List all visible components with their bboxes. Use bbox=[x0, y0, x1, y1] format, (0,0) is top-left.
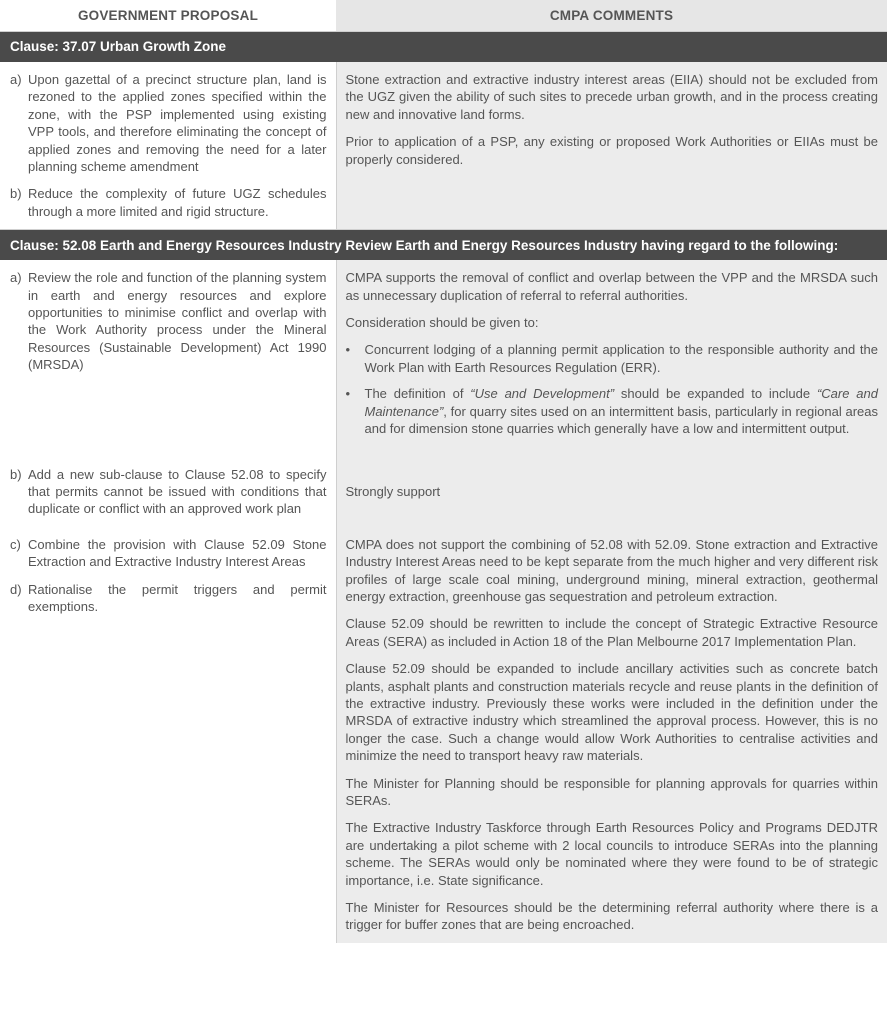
proposal-item bbox=[10, 71, 327, 175]
comment-cell bbox=[336, 457, 887, 527]
table-row bbox=[0, 62, 887, 230]
item-label: d) bbox=[10, 581, 22, 597]
item-label: c) bbox=[10, 536, 21, 552]
proposal-item bbox=[10, 269, 327, 373]
table-row bbox=[0, 260, 887, 456]
list-item bbox=[346, 385, 879, 437]
list-item bbox=[346, 341, 879, 376]
bullet-icon: • bbox=[345, 386, 351, 402]
comment-paragraph: Stone extraction and extractive industry interest areas (EIIA) should not be excluded from the UGZ given the ability of such sites to precede urban growth, and in the process creating new and innovative land forms. bbox=[345, 72, 878, 122]
item-text: Combine the provision with Clause 52.09 Stone Extraction and Extractive Industry Interest Areas bbox=[28, 536, 327, 570]
section-header-row bbox=[0, 230, 887, 261]
section-header-row bbox=[0, 32, 887, 63]
item-text: Reduce the complexity of future UGZ schedules through a more limited and rigid structure. bbox=[28, 186, 327, 219]
item-label: b) bbox=[10, 186, 22, 202]
comment-cell bbox=[336, 527, 887, 943]
item-text: Rationalise the permit triggers and permit exemptions. bbox=[28, 581, 327, 614]
comment-paragraph: The Minister for Planning should be responsible for planning approvals for quarries within SERAs. bbox=[345, 775, 878, 808]
comment-paragraph: The Minister for Resources should be the determining referral authority where there is a trigger for buffer zones that are being encroached. bbox=[345, 900, 878, 933]
item-label: b) bbox=[10, 466, 22, 482]
table-row bbox=[0, 527, 887, 943]
bullet-text-emphasis: “Care and Maintenance” bbox=[364, 386, 878, 419]
comment-paragraph: CMPA supports the removal of conflict and overlap between the VPP and the MRSDA such as unnecessary duplication of referral to referral authorities. bbox=[345, 270, 878, 303]
header-government-proposal: GOVERNMENT PROPOSAL bbox=[0, 0, 336, 32]
table-header-row bbox=[0, 0, 887, 32]
bullet-icon: • bbox=[345, 342, 351, 358]
proposal-item bbox=[10, 466, 327, 518]
proposal-item bbox=[10, 536, 327, 571]
bullet-text: Concurrent lodging of a planning permit application to the responsible authority and the Work Plan with Earth Resources Regulation (ERR). bbox=[364, 342, 878, 375]
section-title-earth-energy-resources: Clause: 52.08 Earth and Energy Resources Industry Review Earth and Energy Resources Industry having regard to the following: bbox=[0, 230, 887, 261]
consideration-intro: Consideration should be given to: bbox=[345, 315, 539, 331]
section-title-urban-growth-zone: Clause: 37.07 Urban Growth Zone bbox=[0, 32, 887, 63]
proposal-cell bbox=[0, 260, 336, 456]
comment-paragraph: Clause 52.09 should be rewritten to include the concept of Strategic Extractive Resource Areas (SERA) as included in Action 18 of the Plan Melbourne 2017 Implementation Plan. bbox=[345, 616, 878, 649]
comment-paragraph: CMPA does not support the combining of 52.08 with 52.09. Stone extraction and Extractive Industry Interest Areas need to be kept separate from the much higher and very different risk profiles of large scale coal mining, underground mining, mineral extraction, geothermal energy extraction, greenhouse gas sequestration and petroleum extraction. bbox=[345, 536, 878, 604]
bullet-text-part: , for quarry sites used on an intermittent basis, particularly in regional areas and for dimension stone quarries which generally have a low and intermittent output. bbox=[364, 403, 878, 437]
comment-paragraph: Clause 52.09 should be expanded to include ancillary activities such as concrete batch plants, asphalt plants and construction materials recycle and reuse plants in the definition of the extractive industry. Previously these works were included in the definition under the MRSDA of extractive industry which streamlined the approval process. However, this is no longer the case. Such a change would allow Work Authorities to centralise activities and minimize the need to transport heavy raw materials. bbox=[345, 661, 878, 764]
bullet-text-emphasis: “Use and Development” bbox=[470, 386, 615, 402]
proposal-cell bbox=[0, 62, 336, 230]
consideration-list bbox=[346, 341, 879, 437]
item-label: a) bbox=[10, 72, 22, 87]
proposal-cell bbox=[0, 527, 336, 943]
table-row bbox=[0, 457, 887, 527]
comment-paragraph: Strongly support bbox=[345, 483, 441, 499]
item-text: Add a new sub-clause to Clause 52.08 to specify that permits cannot be issued with conditions that duplicate or conflict with an approved work plan bbox=[28, 466, 327, 517]
bullet-text-part: should be expanded to include bbox=[614, 386, 817, 402]
proposal-cell bbox=[0, 457, 336, 527]
item-text: Review the role and function of the planning system in earth and energy resources and explore opportunities to minimise conflict and overlap with the Work Authority process under the Mineral Resources (Sustainable Development) Act 1990 (MRSDA) bbox=[28, 270, 327, 373]
comment-paragraph: Prior to application of a PSP, any existing or proposed Work Authorities or EIIAs must be properly considered. bbox=[345, 134, 878, 167]
header-cmpa-comments: CMPA COMMENTS bbox=[336, 0, 887, 32]
comment-paragraph: The Extractive Industry Taskforce through Earth Resources Policy and Programs DEDJTR are undertaking a pilot scheme with 2 local councils to introduce SERAs into the planning scheme. The SERAs would only be nominated where they were found to be of strategic importance, i.e. State significance. bbox=[345, 820, 878, 888]
bullet-text bbox=[365, 385, 879, 437]
comment-cell bbox=[336, 62, 887, 230]
item-label: a) bbox=[10, 270, 22, 286]
proposal-item bbox=[10, 185, 327, 220]
bullet-text-part: The definition of bbox=[364, 386, 471, 402]
comment-cell bbox=[336, 260, 887, 456]
item-text: Upon gazettal of a precinct structure plan, land is rezoned to the applied zones specified within the zone, with the PSP implemented using existing VPP tools, and therefore eliminating the concept of applied zones and removing the need for a later planning scheme amendment bbox=[28, 72, 327, 175]
proposal-item bbox=[10, 581, 327, 616]
